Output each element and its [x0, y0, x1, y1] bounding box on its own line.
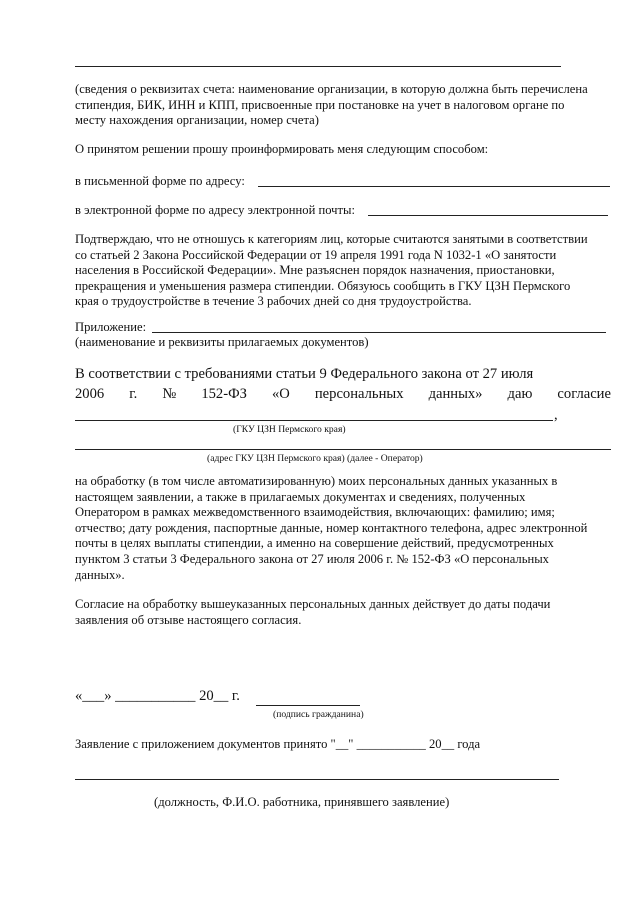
- word: 2006: [75, 386, 105, 402]
- text-line: месту нахождения организации, номер счета): [75, 113, 319, 128]
- attachment-label: Приложение:: [75, 320, 147, 334]
- employee-field[interactable]: [75, 779, 559, 780]
- text-line: стипендия, БИК, ИНН и КПП, присвоенные при постановке на учет в налоговом органе по: [75, 97, 565, 112]
- text-line: почты в целях выплаты стипендии, а именно на совершение действий, предусмотренных: [75, 536, 554, 551]
- operator-comma: ,: [554, 407, 558, 423]
- signature-field[interactable]: [256, 705, 360, 706]
- day-field[interactable]: ___: [82, 688, 105, 704]
- attachment-field[interactable]: [152, 332, 606, 333]
- operator-name-field[interactable]: [75, 420, 553, 421]
- word: согласие: [557, 386, 611, 402]
- signature-caption: (подпись гражданина): [273, 709, 364, 720]
- date-line: [75, 688, 240, 705]
- word: данных»: [428, 386, 483, 402]
- confirmation-paragraph: [75, 232, 588, 310]
- year-suffix: г.: [231, 688, 240, 704]
- account-details-caption: [75, 82, 588, 129]
- text-line: Подтверждаю, что не отношусь к категориям лиц, которые считаются занятыми в соответствии: [75, 232, 588, 246]
- text-line: настоящем заявлении, а также в прилагаемых документах и сведениях, полученных: [75, 489, 526, 504]
- notify-request: О принятом решении прошу проинформировать меня следующим способом:: [75, 142, 489, 156]
- year-field[interactable]: __: [213, 688, 229, 704]
- word: 152-ФЗ: [201, 386, 247, 402]
- operator-address-caption: (адрес ГКУ ЦЗН Пермского края) (далее - Оператор): [207, 453, 423, 464]
- email-address-field[interactable]: [368, 215, 608, 216]
- year-prefix: 20: [199, 688, 214, 704]
- text-line: на обработку (в том числе автоматизированную) моих персональных данных указанных в: [75, 474, 558, 488]
- text-line: Оператором в рамках межведомственного взаимодействия, включающих: фамилию; имя;: [75, 505, 555, 520]
- text-line: со статьей 2 Закона Российской Федерации от 19 апреля 1991 года N 1032-1 «О занятости: [75, 247, 557, 262]
- word: «О: [271, 386, 290, 402]
- written-address-field[interactable]: [258, 186, 610, 187]
- text-line: края о трудоустройстве в течение 3 рабочих дней со дня трудоустройства.: [75, 294, 472, 309]
- open-quote: «: [75, 688, 83, 704]
- account-details-line: [75, 66, 561, 67]
- consent-intro-line-2: [75, 386, 611, 403]
- consent-intro-line-1: В соответствии с требованиями статьи 9 Федерального закона от 27 июля: [75, 366, 534, 382]
- attachment-caption: (наименование и реквизиты прилагаемых документов): [75, 335, 369, 349]
- text-line: населения в Российской Федерации». Мне разъяснен порядок назначения, приостановки,: [75, 263, 555, 278]
- consent-paragraph: [75, 474, 587, 583]
- word: даю: [507, 386, 533, 402]
- word: №: [162, 386, 177, 402]
- email-address-label: в электронной форме по адресу электронной почты:: [75, 203, 355, 217]
- word: персональных: [314, 386, 404, 402]
- written-address-label: в письменной форме по адресу:: [75, 174, 245, 188]
- close-quote: »: [104, 688, 112, 704]
- employee-caption: (должность, Ф.И.О. работника, принявшего заявление): [154, 795, 450, 809]
- text-line: данных».: [75, 567, 125, 582]
- text-line: прекращения и уменьшения размера стипендии. Обязуюсь сообщить в ГКУ ЦЗН Пермского: [75, 278, 571, 293]
- text-line: пунктом 3 статьи 3 Федерального закона от 27 июля 2006 г. № 152-ФЗ «О персональных: [75, 551, 549, 566]
- text-line: Согласие на обработку вышеуказанных персональных данных действует до даты подачи: [75, 597, 551, 611]
- operator-address-field[interactable]: [75, 449, 611, 450]
- text-line: отчество; дату рождения, паспортные данные, номер контактного телефона, адрес электронной: [75, 520, 588, 535]
- validity-paragraph: [75, 597, 550, 628]
- month-field[interactable]: ___________: [115, 688, 196, 704]
- word: г.: [129, 386, 138, 402]
- text-line: (сведения о реквизитах счета: наименование организации, в которую должна быть перечислена: [75, 82, 588, 96]
- application-accepted-line: Заявление с приложением документов принято "__" ___________ 20__ года: [75, 737, 481, 751]
- operator-name-caption: (ГКУ ЦЗН Пермского края): [233, 424, 346, 435]
- text-line: заявления об отзыве настоящего согласия.: [75, 612, 302, 627]
